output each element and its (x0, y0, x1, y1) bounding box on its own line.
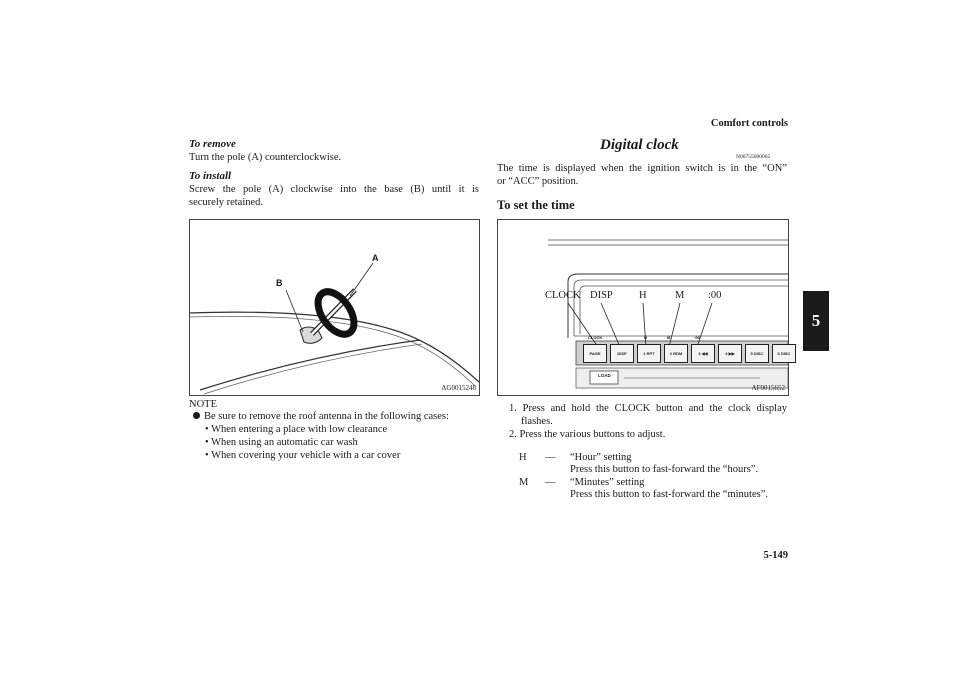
title-code: N00755000065 (736, 154, 771, 160)
label-a: A (372, 253, 379, 263)
label-clock: CLOCK (545, 290, 581, 301)
page-button[interactable]: PAGE (583, 344, 607, 363)
chapter-tab: 5 (803, 291, 829, 351)
legend-dash: — (545, 477, 556, 488)
panel-label-h: H (644, 335, 647, 340)
disp-button[interactable]: DISP (610, 344, 634, 363)
remove-heading: To remove (189, 138, 236, 150)
note-intro-text: Be sure to remove the roof antenna in the following cases: (204, 411, 449, 422)
fast-forward-button[interactable]: 4 ▶▶ (718, 344, 742, 363)
label-h: H (639, 290, 647, 301)
panel-label-m: M (667, 335, 671, 340)
legend-desc-m: Press this button to fast-forward the “minutes”. (570, 489, 769, 500)
step-1-cont: flashes. (521, 416, 553, 427)
page-title: Digital clock (600, 137, 679, 153)
bullet-icon (193, 412, 200, 419)
note-item: • When entering a place with low clearance (205, 424, 388, 435)
load-button[interactable]: LOAD (598, 373, 611, 378)
panel-label-00: :00 (694, 335, 700, 340)
rpt-button[interactable]: 1 RPT (637, 344, 661, 363)
note-intro (193, 411, 449, 424)
clock-panel-figure (497, 219, 789, 396)
figure-code: AF0015652 (751, 384, 785, 392)
note-item: • When covering your vehicle with a car cover (205, 450, 401, 461)
set-time-heading: To set the time (497, 198, 575, 212)
page-number: 5-149 (763, 550, 788, 561)
label-disp: DISP (590, 290, 613, 301)
label-b: B (276, 278, 283, 288)
legend-title-m: “Minutes” setting (570, 477, 645, 488)
antenna-illustration (190, 220, 479, 395)
note-item: • When using an automatic car wash (205, 437, 358, 448)
legend-dash: — (545, 452, 556, 463)
install-text-line1: Screw the pole (A) clockwise into the base (B) until it is (189, 184, 479, 195)
legend-key-h: H (519, 452, 527, 463)
rdm-button[interactable]: 2 RDM (664, 344, 688, 363)
disc-down-button[interactable]: 5 DISC (745, 344, 769, 363)
legend-title-h: “Hour” setting (570, 452, 632, 463)
label-00: :00 (708, 290, 722, 301)
rewind-button[interactable]: 3 ◀◀ (691, 344, 715, 363)
install-text-line2: securely retained. (189, 197, 264, 208)
intro-line1: The time is displayed when the ignition switch is in the “ON” (497, 163, 787, 174)
disc-up-button[interactable]: 6 DISC (772, 344, 796, 363)
legend-desc-h: Press this button to fast-forward the “hours”. (570, 464, 759, 475)
button-strip (583, 344, 796, 363)
figure-code: AG0015248 (441, 384, 476, 392)
step-1: 1. Press and hold the CLOCK button and the clock display (509, 403, 787, 414)
legend-key-m: M (519, 477, 529, 488)
install-heading: To install (189, 170, 232, 182)
step-2: 2. Press the various buttons to adjust. (509, 429, 666, 440)
section-header: Comfort controls (710, 118, 788, 129)
intro-line2: or “ACC” position. (497, 176, 579, 187)
antenna-figure (189, 219, 480, 396)
radio-panel-illustration (498, 220, 788, 395)
label-m: M (675, 290, 685, 301)
note-heading: NOTE (189, 399, 217, 410)
remove-text: Turn the pole (A) counterclockwise. (189, 152, 342, 163)
panel-label-clock: CLOCK (588, 335, 603, 340)
